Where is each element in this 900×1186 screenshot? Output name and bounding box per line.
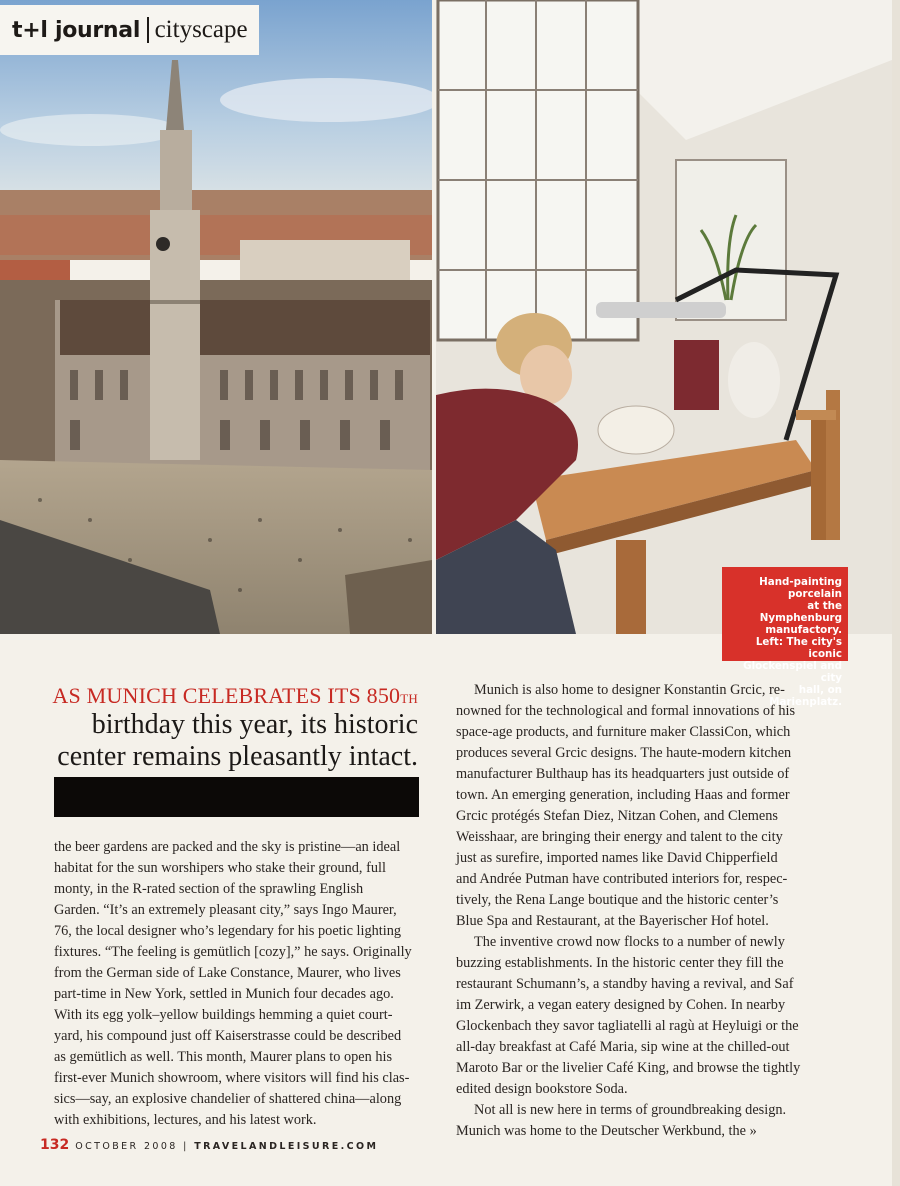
section-name: cityscape: [154, 16, 248, 43]
body-line: the beer gardens are packed and the sky is pristine—an ideal: [54, 839, 401, 855]
body-line: edited design bookstore Soda.: [456, 1081, 628, 1097]
body-line: produces several Grcic designs. The haute-modern kitchen: [456, 745, 792, 761]
body-column-left: [54, 837, 420, 1131]
headline-line-2: birthday this year, its historic: [91, 709, 418, 740]
body-line: with exhibitions, lectures, and his latest work.: [54, 1112, 317, 1128]
section-header: [0, 5, 259, 55]
body-line: restaurant Schumann’s, a standby having a revival, and Saf: [456, 976, 794, 992]
page-edge: [892, 0, 900, 1186]
body-line: habitat for the sun worshipers who stake their ground, full: [54, 860, 386, 876]
magazine-brand: t+l journal: [12, 17, 141, 43]
body-line: Not all is new here in terms of groundbreaking design.: [474, 1102, 787, 1118]
body-line: Garden. “It’s an extremely pleasant city,” says Ingo Maurer,: [54, 902, 397, 918]
photo-marienplatz: [0, 0, 432, 634]
headline-line-3: center remains pleasantly intact.: [57, 741, 418, 772]
caption-line: Left: The city's iconic: [755, 636, 842, 660]
body-line: and Andrée Putman have contributed interiors for, respec-: [456, 871, 788, 887]
body-line: part-time in New York, settled in Munich four decades ago.: [54, 986, 394, 1002]
headline-kicker-text: AS MUNICH CELEBRATES ITS 850: [52, 683, 401, 708]
headline-kicker: [40, 683, 418, 709]
photo-porcelain-painter: [436, 0, 892, 634]
body-line: Grcic protégés Stefan Diez, Nitzan Cohen, and Clemens: [456, 808, 778, 824]
body-line: buzzing establishments. In the historic center they fill the: [456, 955, 784, 971]
headline-ordinal: TH: [400, 691, 418, 706]
body-line: im Zerwirk, a vegan eatery designed by Cohen. In nearby: [456, 997, 786, 1013]
body-line: Munich was home to the Deutscher Werkbund, the »: [456, 1123, 757, 1139]
page-number: 132: [40, 1137, 70, 1153]
caption-line: Hand-painting porcelain: [759, 576, 842, 600]
body-line: just as surefire, imported names like David Chipperfield: [456, 850, 778, 866]
body-line: space-age products, and furniture maker ClassiCon, which: [456, 724, 791, 740]
redaction-bar: [54, 777, 419, 817]
body-line: as gemütlich as well. This month, Maurer plans to open his: [54, 1049, 393, 1065]
caption-line: manufactory.: [765, 624, 842, 636]
caption-line: at the Nymphenburg: [759, 600, 842, 624]
body-line: Maroto Bar or the livelier Café King, and browse the tightly: [456, 1060, 801, 1076]
body-line: sics—say, an explosive chandelier of shattered china—along: [54, 1091, 402, 1107]
body-line: yard, his compound just off Kaiserstrasse could be described: [54, 1028, 402, 1044]
body-line: fixtures. “The feeling is gemütlich [cozy],” he says. Originally: [54, 944, 412, 960]
body-line: all-day breakfast at Café Maria, sip wine at the chilled-out: [456, 1039, 790, 1055]
body-line: monty, in the R-rated section of the sprawling English: [54, 881, 364, 897]
caption-line: Glockenspiel and city: [743, 660, 842, 684]
body-line: first-ever Munich showroom, where visitors will find his clas-: [54, 1070, 410, 1086]
body-line: town. An emerging generation, including Haas and former: [456, 787, 790, 803]
page-footer: 132 OCTOBER 2008 | TRAVELANDLEISURE.COM: [40, 1137, 379, 1153]
body-line: manufacturer Bulthaup has its headquarters just outside of: [456, 766, 790, 782]
body-line: nowned for the technological and formal innovations of his: [456, 703, 796, 719]
body-line: Blue Spa and Restaurant, at the Bayerischer Hof hotel.: [456, 913, 769, 929]
photo-caption: [722, 567, 848, 708]
body-column-right: [456, 680, 812, 1142]
body-line: Glockenbach they savor tagliatelli al ragù at Heyluigi or the: [456, 1018, 799, 1034]
body-line: tively, the Rena Lange boutique and the historic center’s: [456, 892, 779, 908]
body-line: Weisshaar, are bringing their energy and talent to the city: [456, 829, 783, 845]
body-line: Munich is also home to designer Konstantin Grcic, re-: [474, 682, 785, 698]
deck-headline: [40, 683, 418, 773]
body-line: The inventive crowd now flocks to a number of newly: [474, 934, 785, 950]
issue-date: OCTOBER 2008: [75, 1141, 178, 1152]
website: TRAVELANDLEISURE.COM: [194, 1141, 379, 1152]
caption-line: hall, on Marienplatz.: [769, 684, 842, 708]
header-divider: [147, 17, 149, 43]
body-line: With its egg yolk–yellow buildings hemming a quiet court-: [54, 1007, 393, 1023]
body-line: from the German side of Lake Constance, Maurer, who lives: [54, 965, 401, 981]
body-line: 76, the local designer who’s legendary for his poetic lighting: [54, 923, 402, 939]
